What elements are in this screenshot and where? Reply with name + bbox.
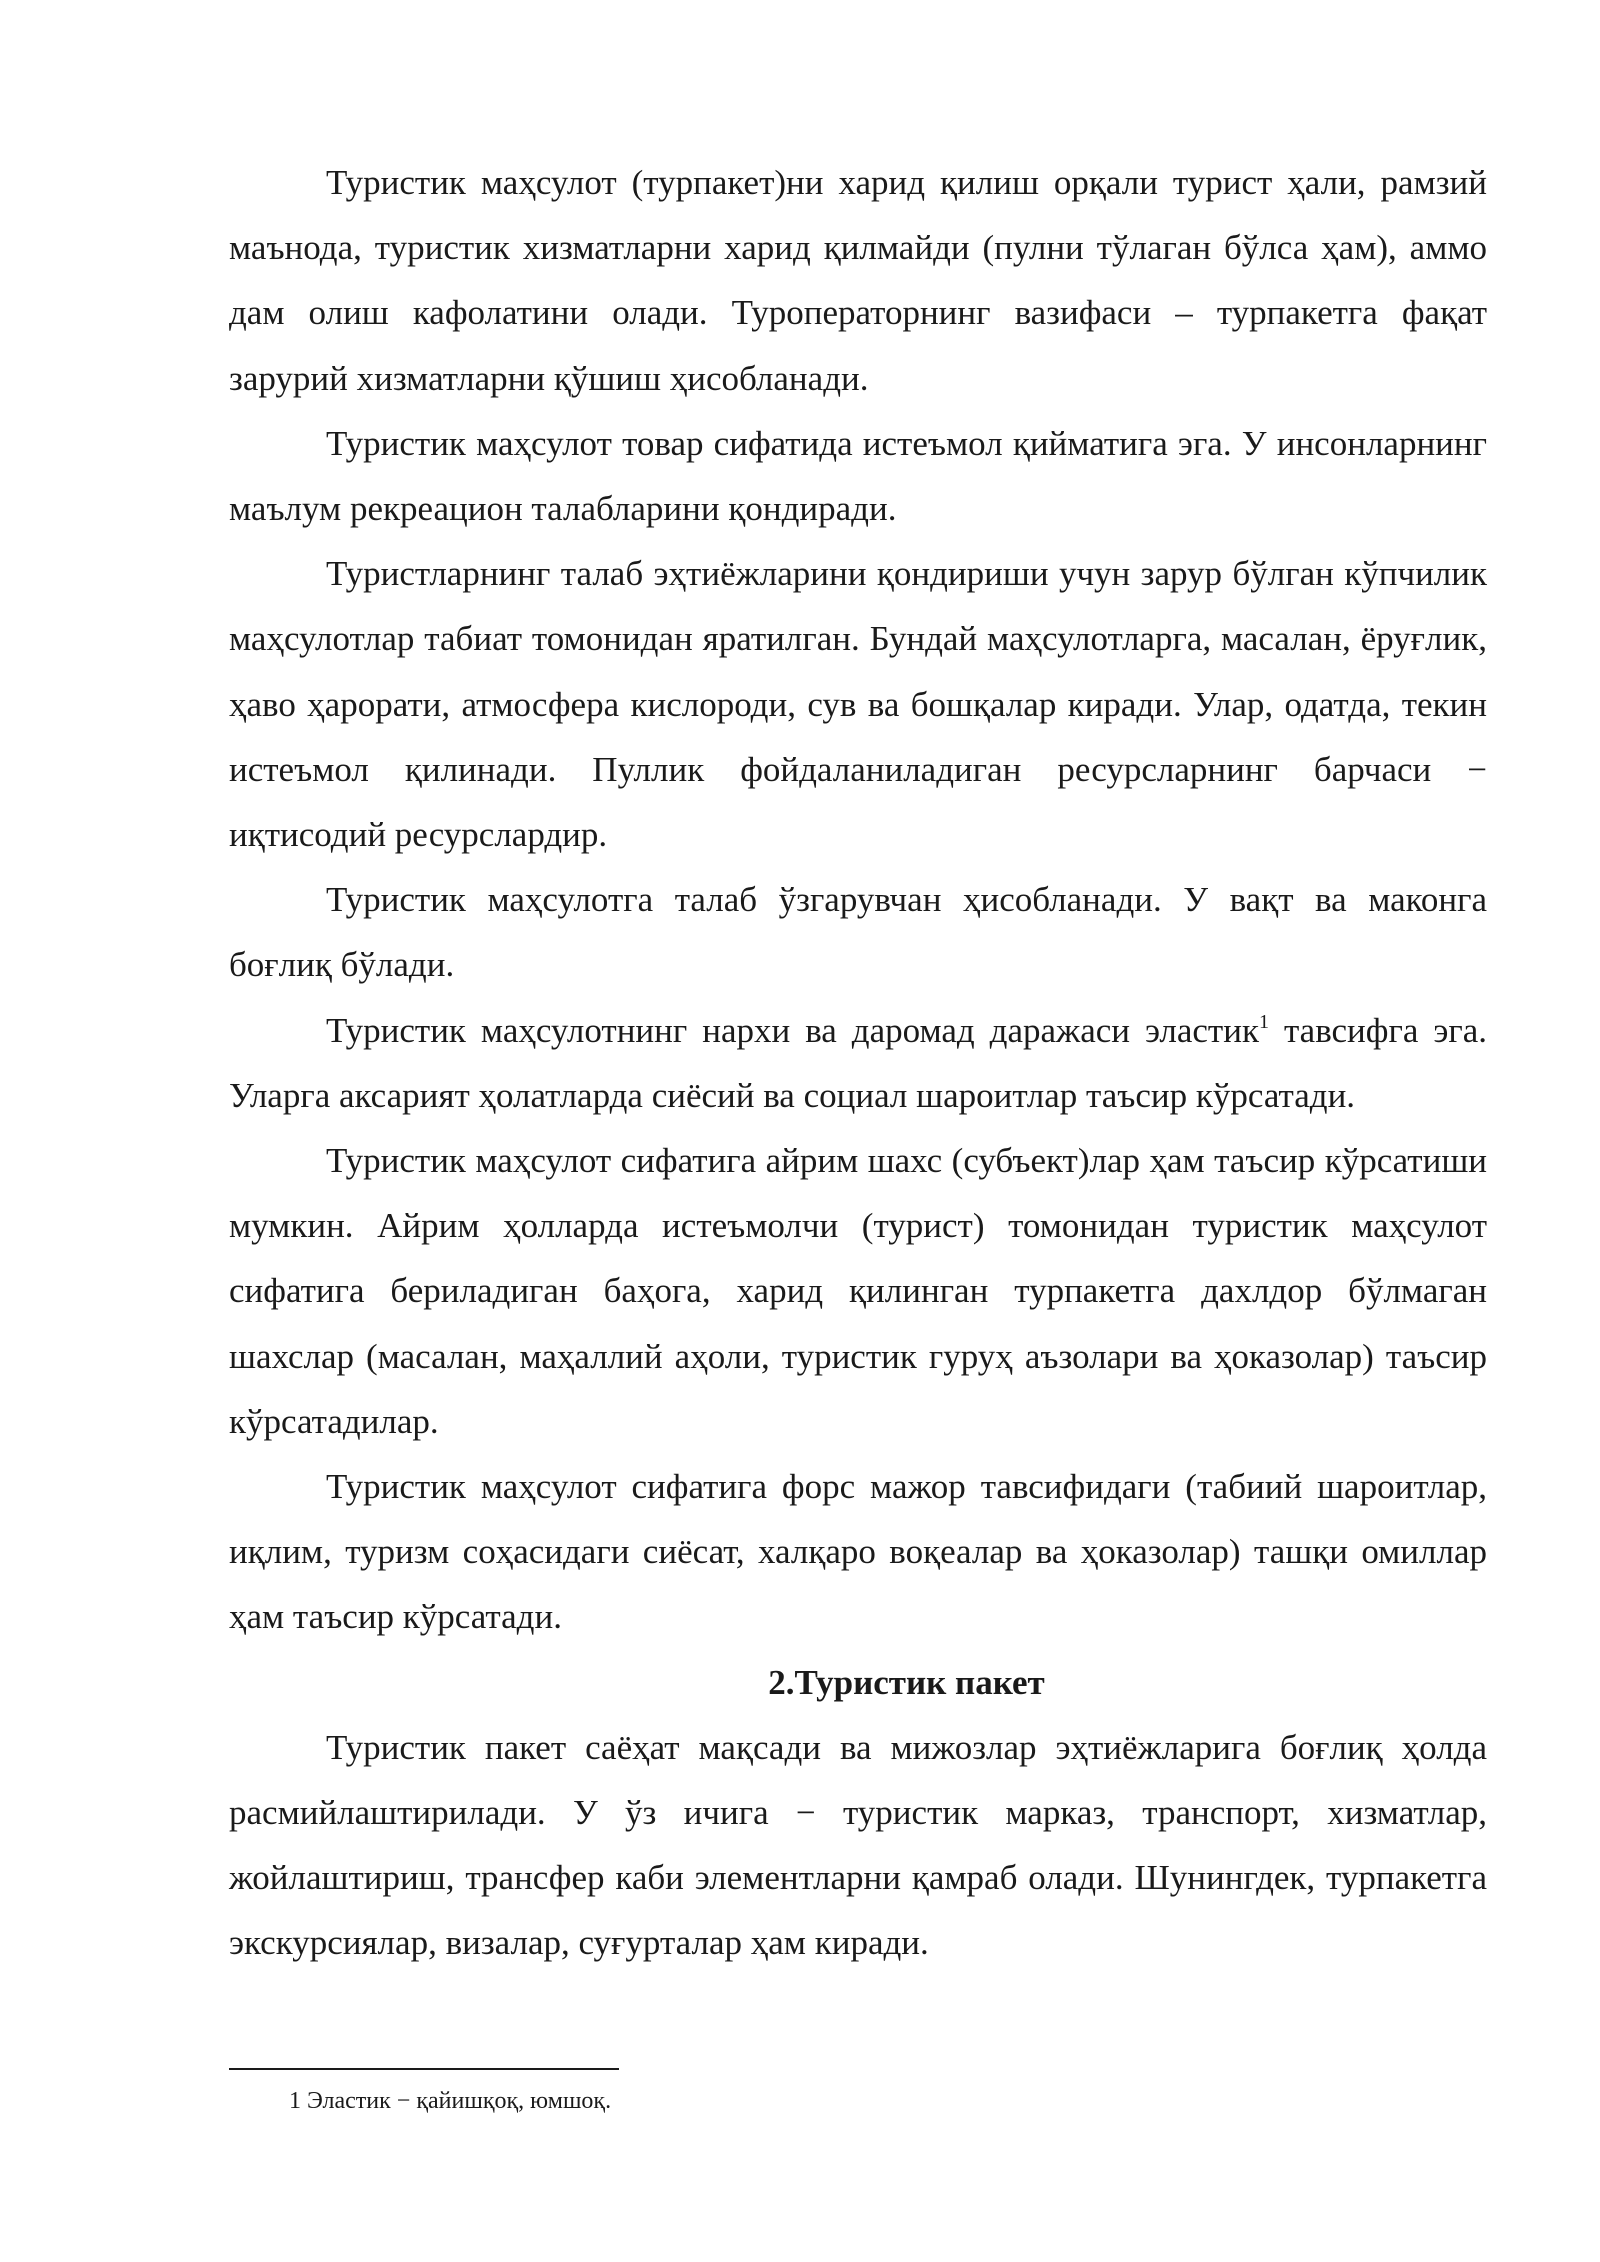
paragraph-text: тавсифга эга. Уларга аксарият ҳолатларда сиёсий ва социал шароитлар таъсир кўрсатади. — [229, 1010, 1487, 1115]
paragraph-text: Туристик маҳсулотнинг нархи ва даромад даражаси эластик — [326, 1010, 1259, 1050]
paragraph: Туристларнинг талаб эҳтиёжларини қондириши учун зарур бўлган кўпчилик маҳсулотлар табиат томонидан яратилган. Бундай маҳсулотларга, масалан, ёруғлик, ҳаво ҳарорати, атмосфера кислороди, сув ва бошқалар киради. Улар, одатда, текин истеъмол қилинади. Пуллик фойдаланиладиган ресурсларнинг барчаси − иқтисодий ресурслардир. — [229, 554, 1487, 855]
paragraph: Туристик маҳсулот сифатига айрим шахс (субъект)лар ҳам таъсир кўрсатиши мумкин. Айрим ҳолларда истеъмолчи (турист) томонидан туристик маҳсулот сифатига бериладиган баҳога, харид қилинган турпакетга дахлдор бўлмаган шахслар (масалан, маҳаллий аҳоли, туристик гуруҳ аъзолари ва ҳоказолар) таъсир кўрсатадилар. — [229, 1141, 1487, 1441]
footnote-separator — [229, 2068, 619, 2070]
paragraph: Туристик пакет саёҳат мақсади ва мижозлар эҳтиёжларига боғлиқ ҳолда расмийлаштирилади. У ўз ичига − туристик марказ, транспорт, хизматлар, жойлаштириш, трансфер каби элементларни қамраб олади. Шунингдек, турпакетга экскурсиялар, визалар, суғурталар ҳам киради. — [229, 1727, 1487, 1963]
paragraph-with-footnote — [229, 998, 1487, 1128]
section-heading: 2.Туристик пакет — [768, 1662, 1045, 1702]
paragraph: Туристик маҳсулот товар сифатида истеъмол қийматига эга. У инсонларнинг маълум рекреацион талабларини қондиради. — [229, 423, 1487, 529]
paragraph: Туристик маҳсулот (турпакет)ни харид қилиш орқали турист ҳали, рамзий маънода, туристик хизматларни харид қилмайди (пулни тўлаган бўлса ҳам), аммо дам олиш кафолатини олади. Туроператорнинг вазифаси – турпакетга фақат зарурий хизматларни қўшиш ҳисобланади. — [229, 163, 1487, 398]
footnote-reference: 1 — [1258, 1010, 1269, 1033]
footnote: 1 Эластик − қайишқоқ, юмшоқ. — [289, 2088, 612, 2114]
paragraph: Туристик маҳсулот сифатига форс мажор тавсифидаги (табиий шароитлар, иқлим, туризм соҳасидаги сиёсат, халқаро воқеалар ва ҳоказолар) ташқи омиллар ҳам таъсир кўрсатади. — [229, 1467, 1487, 1637]
paragraph: Туристик маҳсулотга талаб ўзгарувчан ҳисобланади. У вақт ва маконга боғлиқ бўлади. — [229, 880, 1487, 985]
document-body — [229, 150, 1487, 1976]
